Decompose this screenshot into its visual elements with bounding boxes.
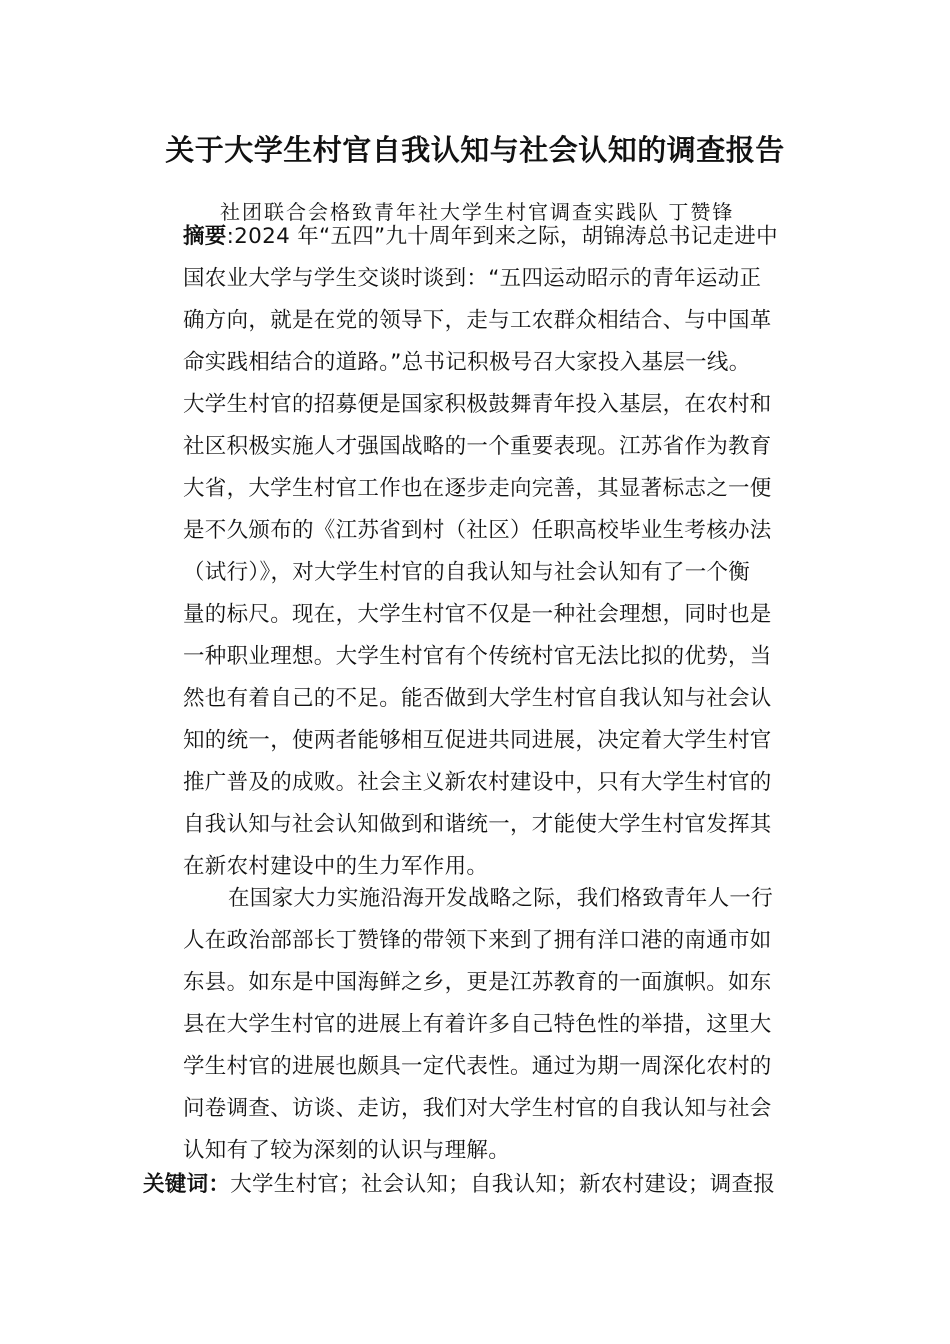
paragraph-line-1: 在国家大力实施沿海开发战略之际，我们格致青年人一行 — [228, 886, 774, 911]
paragraph-line-3: 东县。如东是中国海鲜之乡，更是江苏教育的一面旗帜。如东 — [183, 970, 772, 995]
abstract-line-8: 是不久颁布的《江苏省到村（社区）任职高校毕业生考核办法 — [183, 518, 772, 543]
abstract-line-6: 社区积极实施人才强国战略的一个重要表现。江苏省作为教育 — [183, 434, 772, 459]
abstract-label: 摘要 — [183, 224, 227, 249]
paragraph-line-6: 问卷调查、访谈、走访，我们对大学生村官的自我认知与社会 — [183, 1096, 772, 1121]
keywords-line — [143, 1170, 775, 1200]
keywords-text: 大学生村官；社会认知；自我认知；新农村建设；调查报 — [230, 1172, 776, 1197]
paragraph-line-2: 人在政治部部长丁赞锋的带领下来到了拥有洋口港的南通市如 — [183, 928, 772, 953]
abstract-line-13: 知的统一，使两者能够相互促进共同进展，决定着大学生村官 — [183, 728, 772, 753]
abstract-line-4: 命实践相结合的道路。”总书记积极号召大家投入基层一线。 — [183, 350, 751, 375]
abstract-line-1: 摘要:2024 年“五四”九十周年到来之际，胡锦涛总书记走进中 — [183, 224, 778, 249]
abstract-line-9: （试行）》，对大学生村官的自我认知与社会认知有了一个衡 — [183, 560, 751, 585]
abstract-line-2: 国农业大学与学生交谈时谈到：“五四运动昭示的青年运动正 — [183, 266, 762, 291]
abstract-line-3: 确方向，就是在党的领导下，走与工农群众相结合、与中国革 — [183, 308, 772, 333]
abstract-line-14: 推广普及的成败。社会主义新农村建设中，只有大学生村官的 — [183, 770, 772, 795]
keywords-label: 关键词： — [143, 1172, 231, 1197]
author-line: 社团联合会格致青年社大学生村官调查实践队 丁赞锋 — [220, 200, 735, 224]
abstract-line-15: 自我认知与社会认知做到和谐统一，才能使大学生村官发挥其 — [183, 812, 772, 837]
paragraph-line-7: 认知有了较为深刻的认识与理解。 — [183, 1138, 511, 1163]
abstract-line-12: 然也有着自己的不足。能否做到大学生村官自我认知与社会认 — [183, 686, 772, 711]
abstract-line-16: 在新农村建设中的生力军作用。 — [183, 854, 489, 879]
abstract-line-7: 大省，大学生村官工作也在逐步走向完善，其显著标志之一便 — [183, 476, 772, 501]
abstract-line-11: 一种职业理想。大学生村官有个传统村官无法比拟的优势，当 — [183, 644, 772, 669]
paragraph-line-4: 县在大学生村官的进展上有着许多自己特色性的举措，这里大 — [183, 1012, 772, 1037]
abstract-line-10: 量的标尺。现在，大学生村官不仅是一种社会理想，同时也是 — [183, 602, 772, 627]
paragraph-line-5: 学生村官的进展也颇具一定代表性。通过为期一周深化农村的 — [183, 1054, 772, 1079]
document-title: 关于大学生村官自我认知与社会认知的调查报告 — [165, 133, 785, 167]
abstract-line-5: 大学生村官的招募便是国家积极鼓舞青年投入基层，在农村和 — [183, 392, 772, 417]
